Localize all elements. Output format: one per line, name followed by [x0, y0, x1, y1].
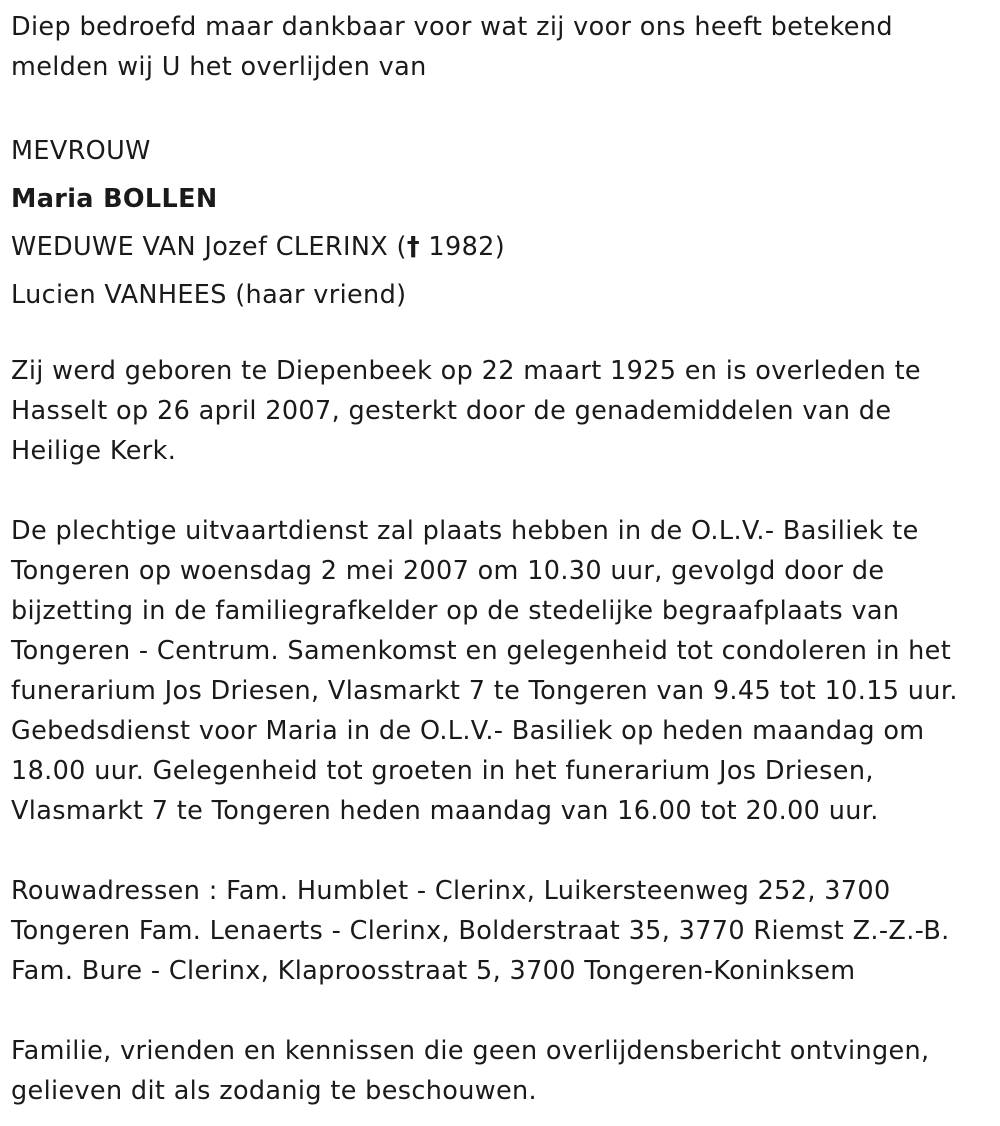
widow-prefix: WEDUWE VAN Jozef CLERINX ( [11, 232, 407, 262]
funeral-line: Tongeren op woensdag 2 mei 2007 om 10.30 uur, gevolgd door de [11, 556, 885, 586]
birth-death-line: Hasselt op 26 april 2007, gesterkt door de genademiddelen van de [11, 396, 892, 426]
funeral-line: De plechtige uitvaartdienst zal plaats hebben in de O.L.V.- Basiliek te [11, 516, 919, 546]
intro-line: Diep bedroefd maar dankbaar voor wat zij voor ons heeft betekend [11, 12, 893, 42]
funeral-line: Gebedsdienst voor Maria in de O.L.V.- Basiliek op heden maandag om [11, 716, 925, 746]
deceased-block [11, 127, 991, 319]
address-line: Tongeren Fam. Lenaerts - Clerinx, Bolderstraat 35, 3770 Riemst Z.-Z.-B. [11, 916, 950, 946]
partner-line: Lucien VANHEES (haar vriend) [11, 280, 407, 310]
deceased-name: Maria BOLLEN [11, 184, 218, 214]
widow-year: 1982) [428, 232, 506, 262]
birth-death-line: Zij werd geboren te Diepenbeek op 22 maart 1925 en is overleden te [11, 356, 921, 386]
address-line: Fam. Bure - Clerinx, Klaproosstraat 5, 3700 Tongeren-Koninksem [11, 956, 856, 986]
cross-icon: † [406, 232, 420, 262]
funeral-line: 18.00 uur. Gelegenheid tot groeten in het funerarium Jos Driesen, [11, 756, 874, 786]
intro-paragraph [11, 7, 991, 87]
deceased-title: MEVROUW [11, 136, 151, 166]
funeral-line: Tongeren - Centrum. Samenkomst en gelegenheid tot condoleren in het [11, 636, 952, 666]
funeral-line: funerarium Jos Driesen, Vlasmarkt 7 te Tongeren van 9.45 tot 10.15 uur. [11, 676, 958, 706]
widow-line [11, 223, 991, 271]
birth-death-paragraph [11, 351, 991, 471]
birth-death-line: Heilige Kerk. [11, 436, 177, 466]
funeral-line: bijzetting in de familiegrafkelder op de stedelijke begraafplaats van [11, 596, 900, 626]
funeral-paragraph [11, 511, 991, 831]
intro-line: melden wij U het overlijden van [11, 52, 427, 82]
closing-line: gelieven dit als zodanig te beschouwen. [11, 1076, 537, 1106]
addresses-paragraph [11, 871, 991, 991]
address-line: Rouwadressen : Fam. Humblet - Clerinx, Luikersteenweg 252, 3700 [11, 876, 891, 906]
funeral-line: Vlasmarkt 7 te Tongeren heden maandag van 16.00 tot 20.00 uur. [11, 796, 879, 826]
closing-line: Familie, vrienden en kennissen die geen overlijdensbericht ontvingen, [11, 1036, 930, 1066]
closing-paragraph [11, 1031, 991, 1111]
